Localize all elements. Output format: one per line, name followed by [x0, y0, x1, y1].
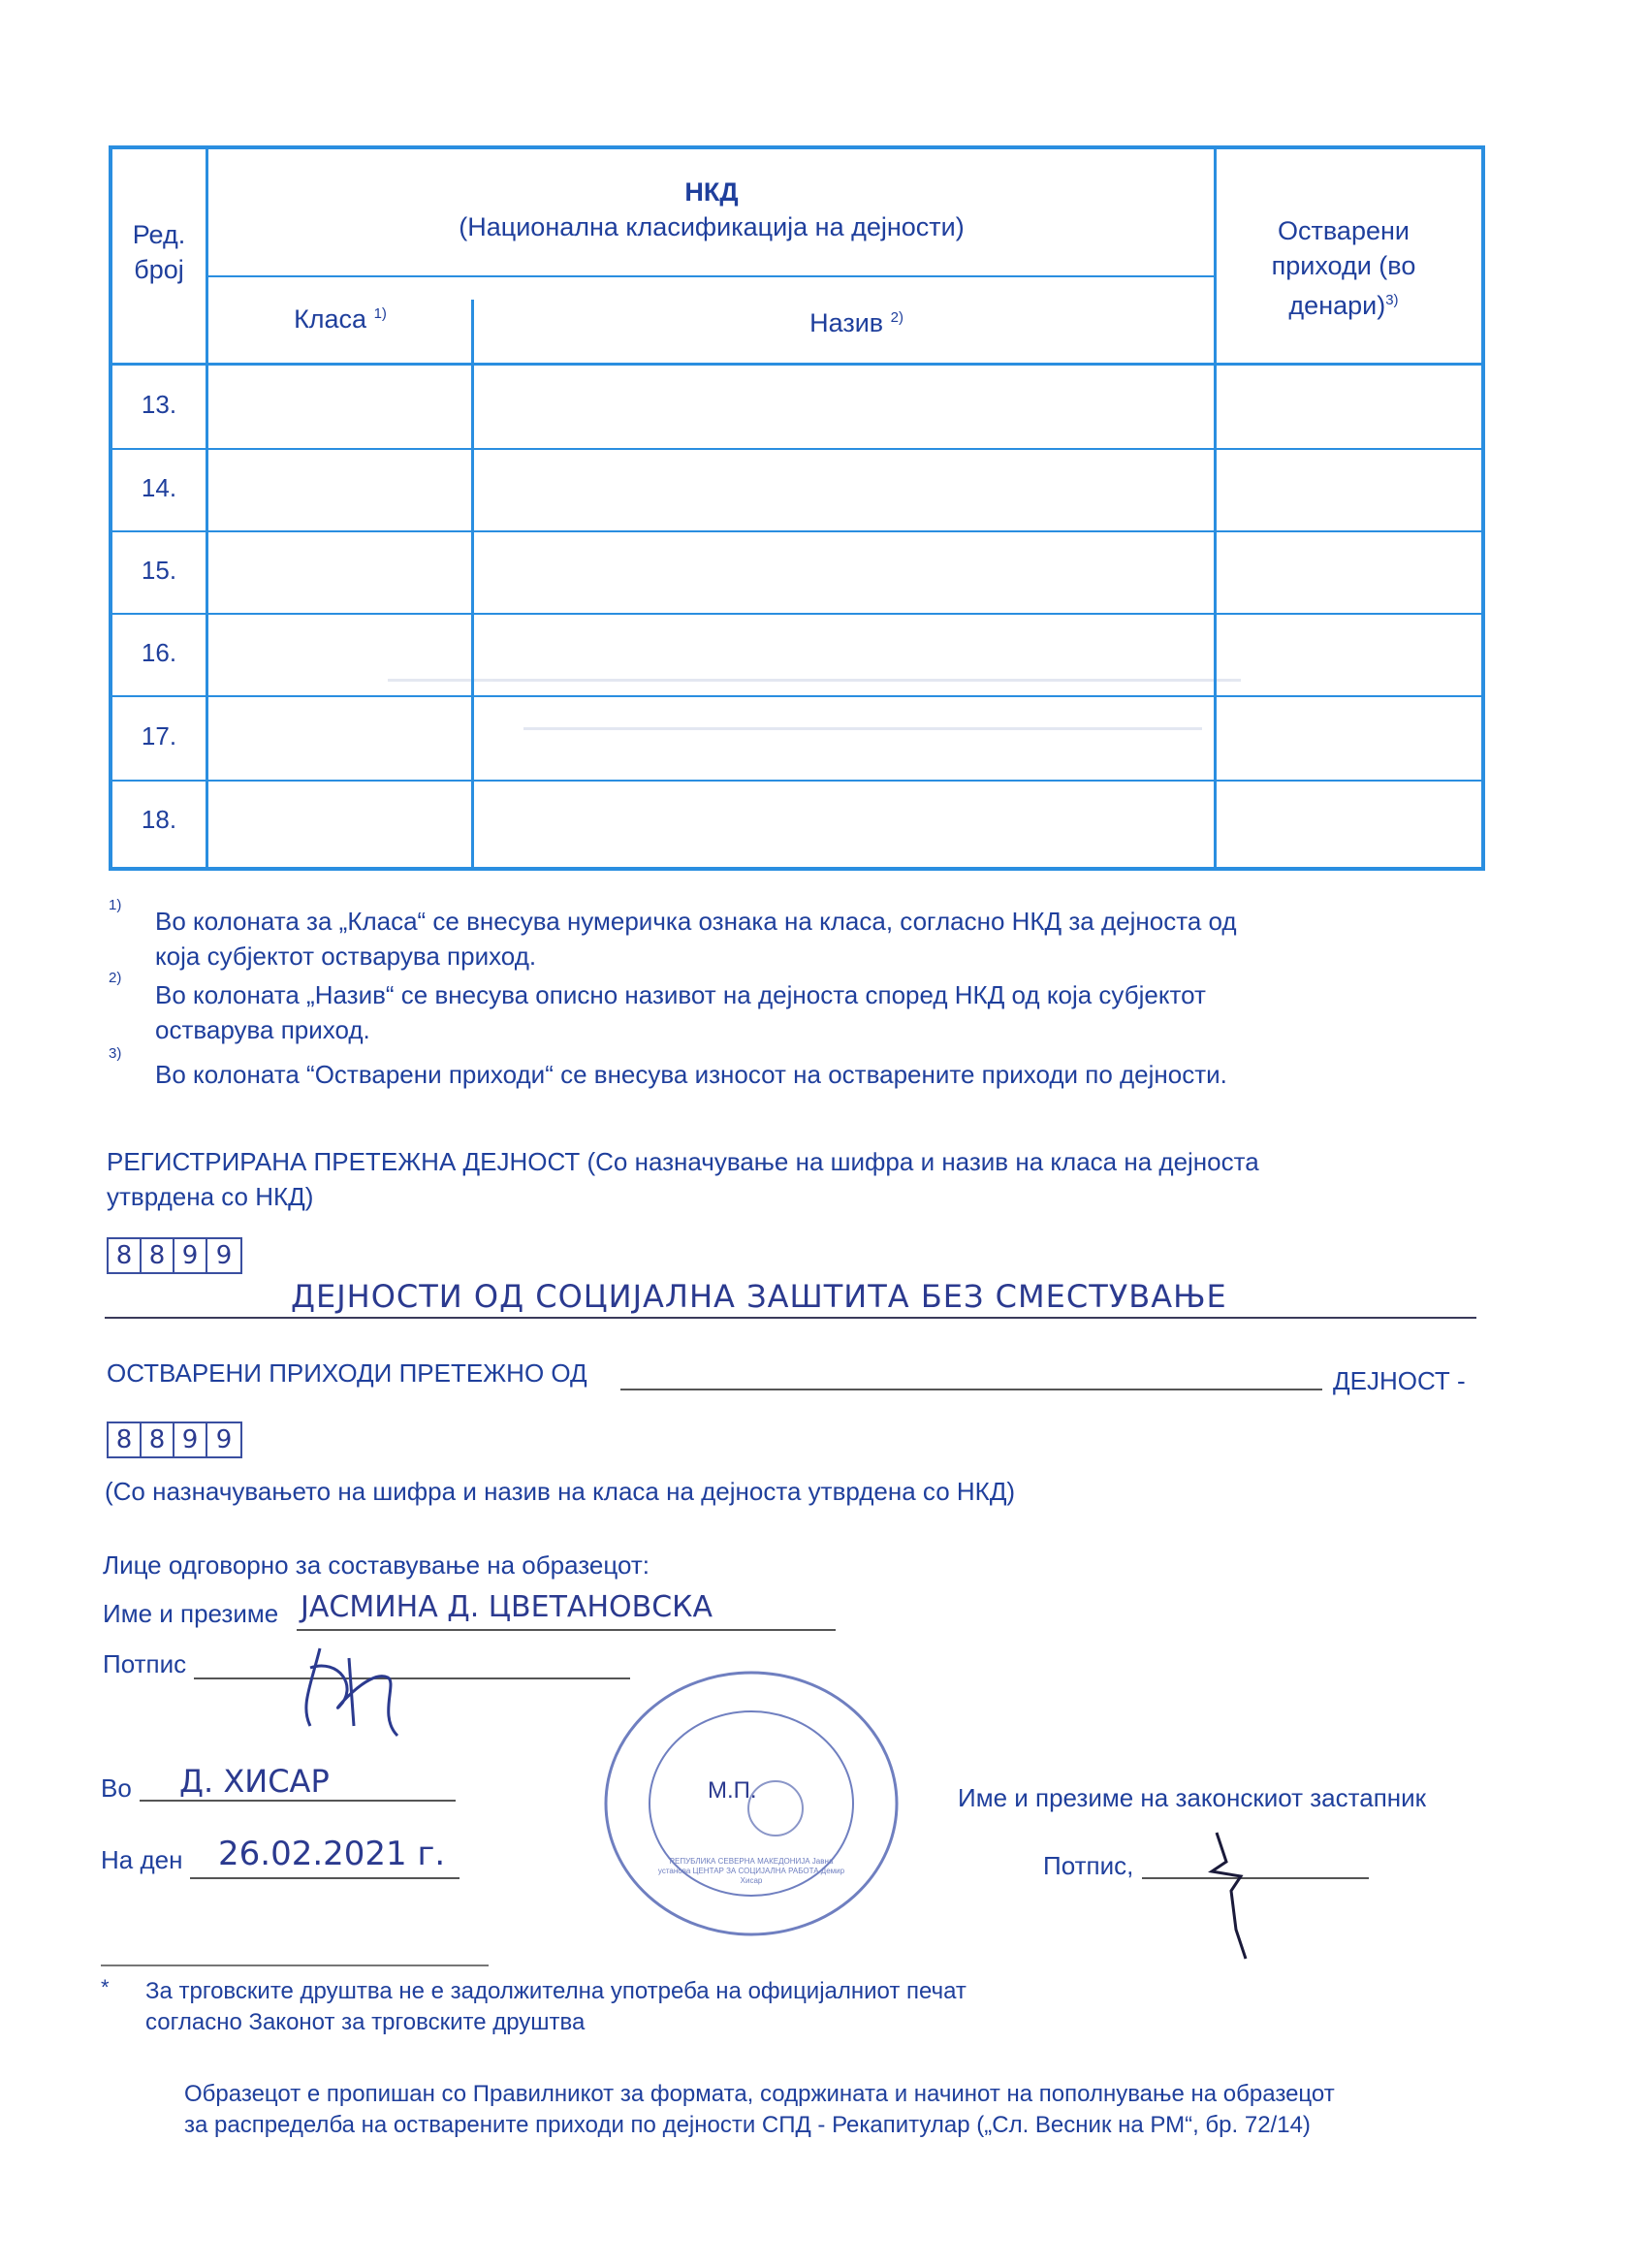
row-number: 18.: [141, 805, 177, 834]
nkd-header: [209, 175, 1214, 244]
registered-activity-name[interactable]: ДЕЈНОСТИ ОД СОЦИЈАЛНА ЗАШТИТА БЕЗ СМЕСТУВАЊЕ: [291, 1278, 1227, 1315]
code-digit: 8: [142, 1239, 174, 1272]
income-predominant-label: ОСТВАРЕНИ ПРИХОДИ ПРЕТЕЖНО ОД: [107, 1358, 587, 1388]
row-number-header: Ред. број: [132, 220, 186, 284]
row-number: 13.: [141, 390, 177, 419]
legal-rep-title: Име и презиме на законскиот застапник: [958, 1783, 1427, 1812]
code-digit: 8: [109, 1423, 142, 1456]
income-header: Остварени приходи (во денари)$^{3)}$: [1271, 216, 1416, 320]
nkd-title: НКД: [684, 177, 739, 207]
note-separator: [101, 1965, 489, 1966]
footnote-text: Во колоната „Назив“ се внесува описно називот на дејноста според НКД од која субјектот остварува приход.: [155, 980, 1206, 1044]
place-line: [140, 1800, 456, 1802]
footnote-text: Во колоната “Остварени приходи“ се внесува износот на остварените приходи по дејности.: [155, 1060, 1227, 1089]
name-label: Име и презиме: [103, 1599, 279, 1628]
income-predominant-line[interactable]: [620, 1389, 1322, 1390]
date-value[interactable]: 26.02.2021 г.: [218, 1835, 446, 1873]
row-number: 16.: [141, 638, 177, 667]
code-digit: 9: [215, 1425, 233, 1454]
income-code-note: (Со назначувањето на шифра и назив на класа на дејноста утврдена со НКД): [105, 1477, 1016, 1506]
date-label: На ден: [101, 1845, 183, 1874]
row-number: 15.: [141, 556, 177, 585]
footnote-mark: 3): [109, 1045, 122, 1062]
legal-rep-signature: [1192, 1823, 1270, 1968]
footnote-text: Во колоната за „Класа“ се внесува нумеричка ознака на класа, согласно НКД за дејноста од која субјектот остварува приход.: [155, 907, 1237, 971]
name-value[interactable]: ЈАСМИНА Д. ЦВЕТАНОВСКА: [301, 1590, 713, 1624]
code-digit: 8: [142, 1423, 174, 1456]
income-predominant-suffix: ДЕЈНОСТ -: [1333, 1366, 1466, 1395]
responsible-title: Лице одговорно за составување на образецот:: [103, 1550, 650, 1580]
stamp-ring-text: РЕПУБЛИКА СЕВЕРНА МАКЕДОНИЈА Јавна установа ЦЕНТАР ЗА СОЦИЈАЛНА РАБОТА Демир Хисар: [657, 1857, 845, 1885]
place-label: Во: [101, 1773, 132, 1803]
responsible-signature: [281, 1629, 436, 1755]
footnote-mark: 1): [109, 897, 122, 913]
nkd-subtitle: (Национална класификација на дејности): [459, 212, 965, 241]
asterisk-note-text: За трговските друштва не е задолжителна употреба на официјалниот печат согласно Законот за трговските друштва: [145, 1978, 967, 2035]
class-header: Класа $^{1)}$: [294, 304, 387, 334]
place-value[interactable]: Д. ХИСАР: [179, 1763, 330, 1800]
income-code-boxes[interactable]: [107, 1421, 242, 1458]
nkd-income-table: [109, 145, 1485, 871]
code-digit: 8: [109, 1239, 142, 1272]
code-digit: 9: [215, 1241, 233, 1270]
legal-rep-signature-label: Потпис,: [1043, 1851, 1134, 1880]
footer-regulation: Образецот е пропишан со Правилникот за формата, содржината и начинот на пополнување на образецот за распределба на остварените приходи по дејности СПД - Рекапитулар („Сл. Весник на РМ“, бр. 72/14): [184, 2081, 1335, 2138]
footnote-mark: 2): [109, 970, 122, 986]
code-digit: 9: [174, 1423, 207, 1456]
stamp-center-text: М.П.: [708, 1777, 757, 1804]
registered-code-boxes[interactable]: [107, 1237, 242, 1274]
code-digit: 9: [174, 1239, 207, 1272]
registered-activity-line: [105, 1317, 1476, 1319]
official-stamp: [596, 1663, 906, 1944]
date-line: [190, 1877, 460, 1879]
registered-activity-label: РЕГИСТРИРАНА ПРЕТЕЖНА ДЕЈНОСТ (Со назначување на шифра и назив на класа на дејноста утврдена со НКД): [107, 1147, 1259, 1211]
signature-label: Потпис: [103, 1649, 187, 1678]
row-number: 14.: [141, 473, 177, 502]
row-number: 17.: [141, 721, 177, 751]
asterisk-mark: *: [101, 1975, 110, 1999]
name-header: Назив $^{2)}$: [809, 308, 903, 337]
